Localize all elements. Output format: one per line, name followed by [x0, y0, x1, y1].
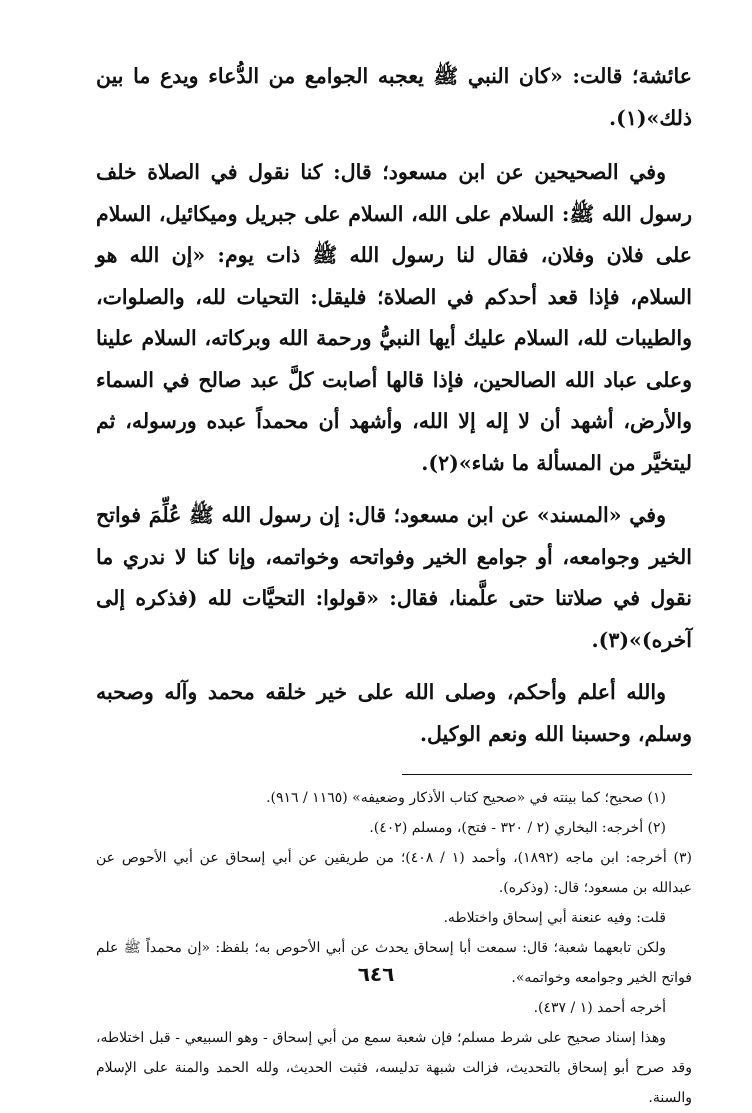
body-paragraph: وفي الصحيحين عن ابن مسعود؛ قال: كنا نقول في الصلاة خلف رسول الله ﷺ: السلام على الله، السلام على جبريل وميكائيل، السلام على فلان وفلان، فقال لنا رسول الله ﷺ ذات يوم: «إن الله هو السلام، فإذا قعد أحدكم في الصلاة؛ فليقل: التحيات لله، والصلوات، والطيبات لله، السلام عليك أيها النبيُّ ورحمة الله وبركاته، السلام علينا وعلى عباد الله الصالحين، فإذا قالها أصابت كلَّ عبد صالح في السماء والأرض، أشهد أن لا إله إلا الله، وأشهد أن محمداً عبده ورسوله، ثم ليتخيَّر من المسألة ما شاء»(٢).: [96, 160, 692, 475]
page-number: ٦٤٦: [357, 962, 395, 986]
footnote-continuation: وهذا إسناد صحيح على شرط مسلم؛ فإن شعبة سمع من أبي إسحاق - وهو السبيعي - قبل اختلاطه، وقد صرح أبو إسحاق بالتحديث، فزالت شبهة تدليسه، فثبت الحديث، ولله الحمد والمنة على الإسلام والسنة.: [96, 1030, 692, 1106]
page-content: [96, 56, 692, 1113]
footnote-separator: [402, 774, 692, 775]
footnote: (٣) أخرجه: ابن ماجه (١٨٩٢)، وأحمد (١ / ٤٠٨)؛ من طريقين عن أبي إسحاق عن أبي الأحوص عن عبدالله بن مسعود؛ قال: (وذكره).: [96, 850, 693, 896]
footnote: (٢) أخرجه: البخاري (٢ / ٣٢٠ - فتح)، ومسلم (٤٠٢).: [369, 820, 666, 836]
footnote: (١) صحيح؛ كما بينته في «صحيح كتاب الأذكار وضعيفه» (١١٦٥ / ٩١٦).: [266, 790, 666, 806]
footnote-continuation: أخرجه أحمد (١ / ٤٣٧).: [533, 1000, 666, 1016]
footnote-continuation: ولكن تابعهما شعبة؛ قال: سمعت أبا إسحاق يحدث عن أبي الأحوص به؛ بلفظ: «إن محمداً ﷺ علم فواتح الخير وجوامعه وخواتمه».: [96, 940, 692, 986]
footnotes: [96, 783, 692, 1113]
footnote-separator-wrap: [96, 765, 692, 783]
body-paragraph: وفي «المسند» عن ابن مسعود؛ قال: إن رسول الله ﷺ عُلِّمَ فواتح الخير وجوامعه، أو جوامع الخير وفواتحه وخواتمه، وإنا كنا لا ندري ما نقول في صلاتنا حتى علَّمنا، فقال: «قولوا: التحيَّات لله (فذكره إلى آخره)»(٣).: [96, 503, 692, 652]
body-paragraph: والله أعلم وأحكم، وصلى الله على خير خلقه محمد وآله وصحبه وسلم، وحسبنا الله ونعم الوكيل.: [96, 680, 692, 746]
footnote-continuation: قلت: وفيه عنعنة أبي إسحاق واختلاطه.: [443, 910, 666, 926]
body-paragraph: عائشة؛ قالت: «كان النبي ﷺ يعجبه الجوامع من الدُّعاء ويدع ما بين ذلك»(١).: [96, 64, 692, 130]
